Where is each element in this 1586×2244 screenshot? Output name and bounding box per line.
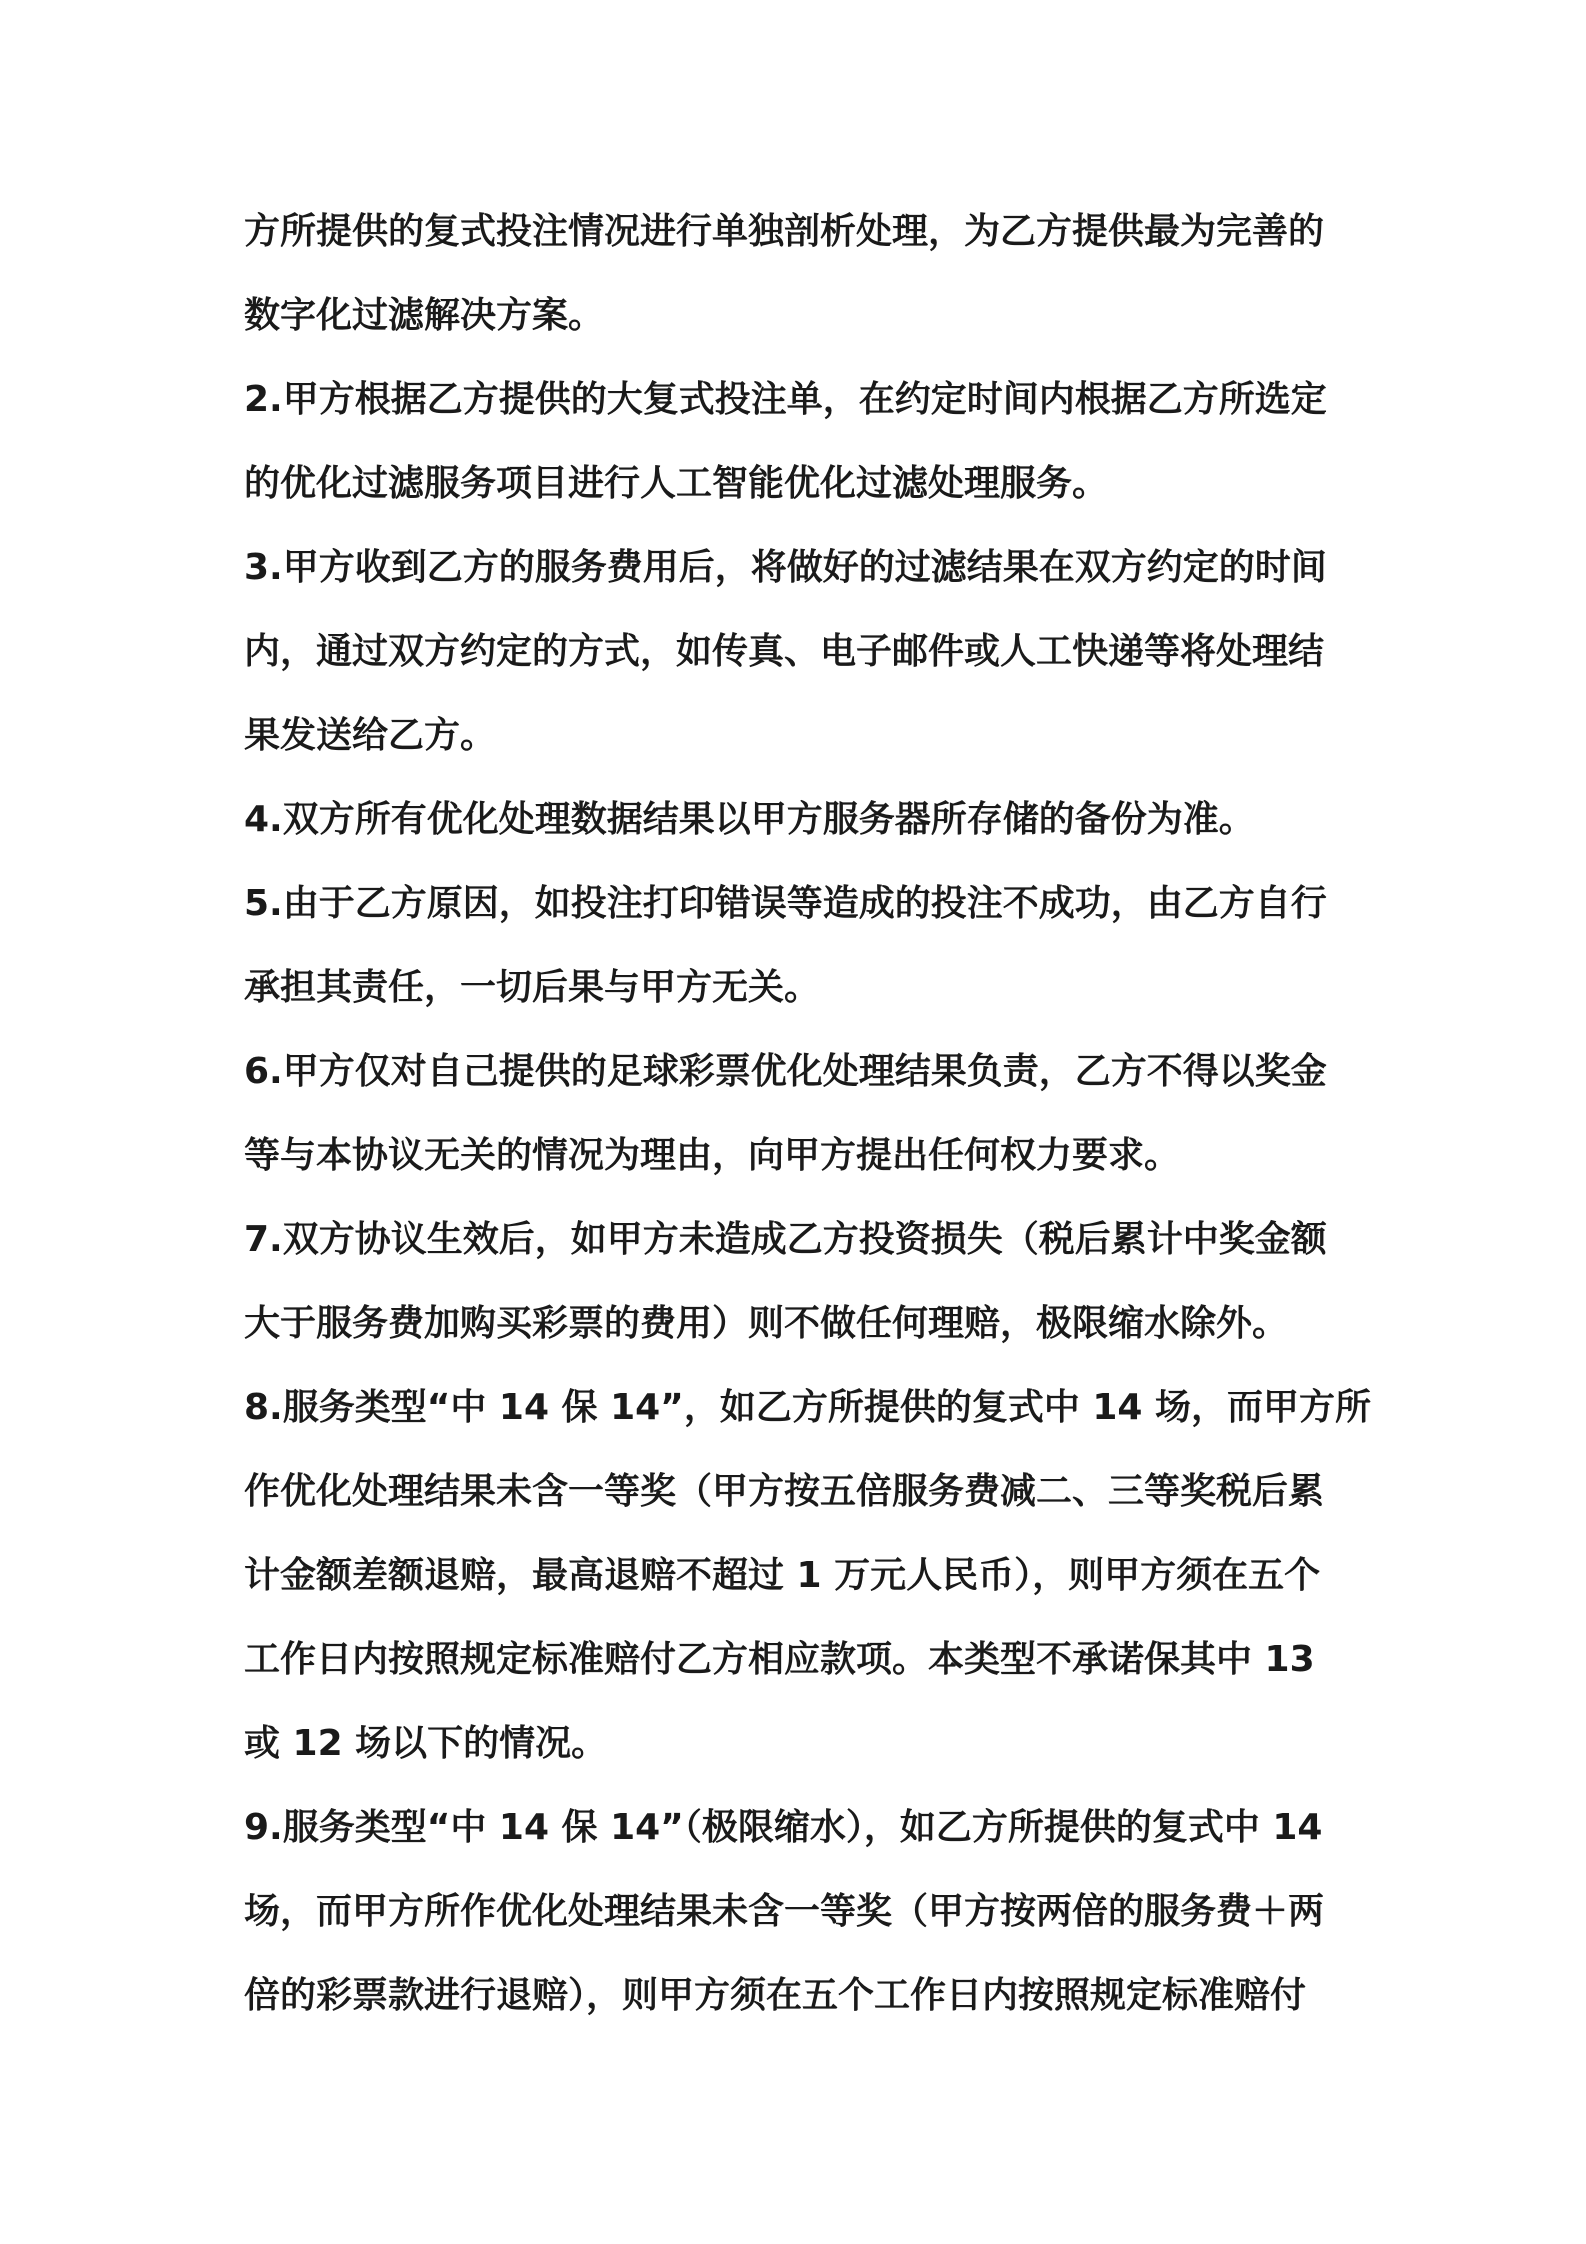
text-line: 场，而甲方所作优化处理结果未含一等奖（甲方按两倍的服务费＋两: [244, 1891, 1325, 1932]
text-line: 6.甲方仅对自己提供的足球彩票优化处理结果负责，乙方不得以奖金: [244, 1051, 1327, 1092]
text-line: 承担其责任，一切后果与甲方无关。: [244, 967, 821, 1008]
text-line: 2.甲方根据乙方提供的大复式投注单，在约定时间内根据乙方所选定: [244, 379, 1327, 420]
text-line: 3.甲方收到乙方的服务费用后，将做好的过滤结果在双方约定的时间: [244, 547, 1327, 588]
text-line: 或 12 场以下的情况。: [244, 1723, 608, 1764]
text-line: 方所提供的复式投注情况进行单独剖析处理，为乙方提供最为完善的: [244, 211, 1325, 252]
text-line: 8.服务类型“中 14 保 14”，如乙方所提供的复式中 14 场，而甲方所: [244, 1387, 1372, 1428]
text-line: 计金额差额退赔，最高退赔不超过 1 万元人民币），则甲方须在五个: [244, 1555, 1321, 1596]
text-line: 内，通过双方约定的方式，如传真、电子邮件或人工快递等将处理结: [244, 631, 1325, 672]
document-body: [244, 190, 1372, 2038]
text-line: 作优化处理结果未含一等奖（甲方按五倍服务费减二、三等奖税后累: [244, 1471, 1325, 1512]
text-line: 果发送给乙方。: [244, 715, 497, 756]
text-line: 的优化过滤服务项目进行人工智能优化过滤处理服务。: [244, 463, 1109, 504]
text-line: 4.双方所有优化处理数据结果以甲方服务器所存储的备份为准。: [244, 799, 1255, 840]
text-line: 9.服务类型“中 14 保 14”（极限缩水），如乙方所提供的复式中 14: [244, 1807, 1323, 1848]
text-line: 等与本协议无关的情况为理由，向甲方提出任何权力要求。: [244, 1135, 1181, 1176]
text-line: 大于服务费加购买彩票的费用）则不做任何理赔，极限缩水除外。: [244, 1303, 1289, 1344]
text-line: 5.由于乙方原因，如投注打印错误等造成的投注不成功，由乙方自行: [244, 883, 1327, 924]
text-line: 工作日内按照规定标准赔付乙方相应款项。本类型不承诺保其中 13: [244, 1639, 1315, 1680]
text-line: 倍的彩票款进行退赔），则甲方须在五个工作日内按照规定标准赔付: [244, 1975, 1307, 2016]
text-line: 7.双方协议生效后，如甲方未造成乙方投资损失（税后累计中奖金额: [244, 1219, 1327, 1260]
text-line: 数字化过滤解决方案。: [244, 295, 605, 336]
